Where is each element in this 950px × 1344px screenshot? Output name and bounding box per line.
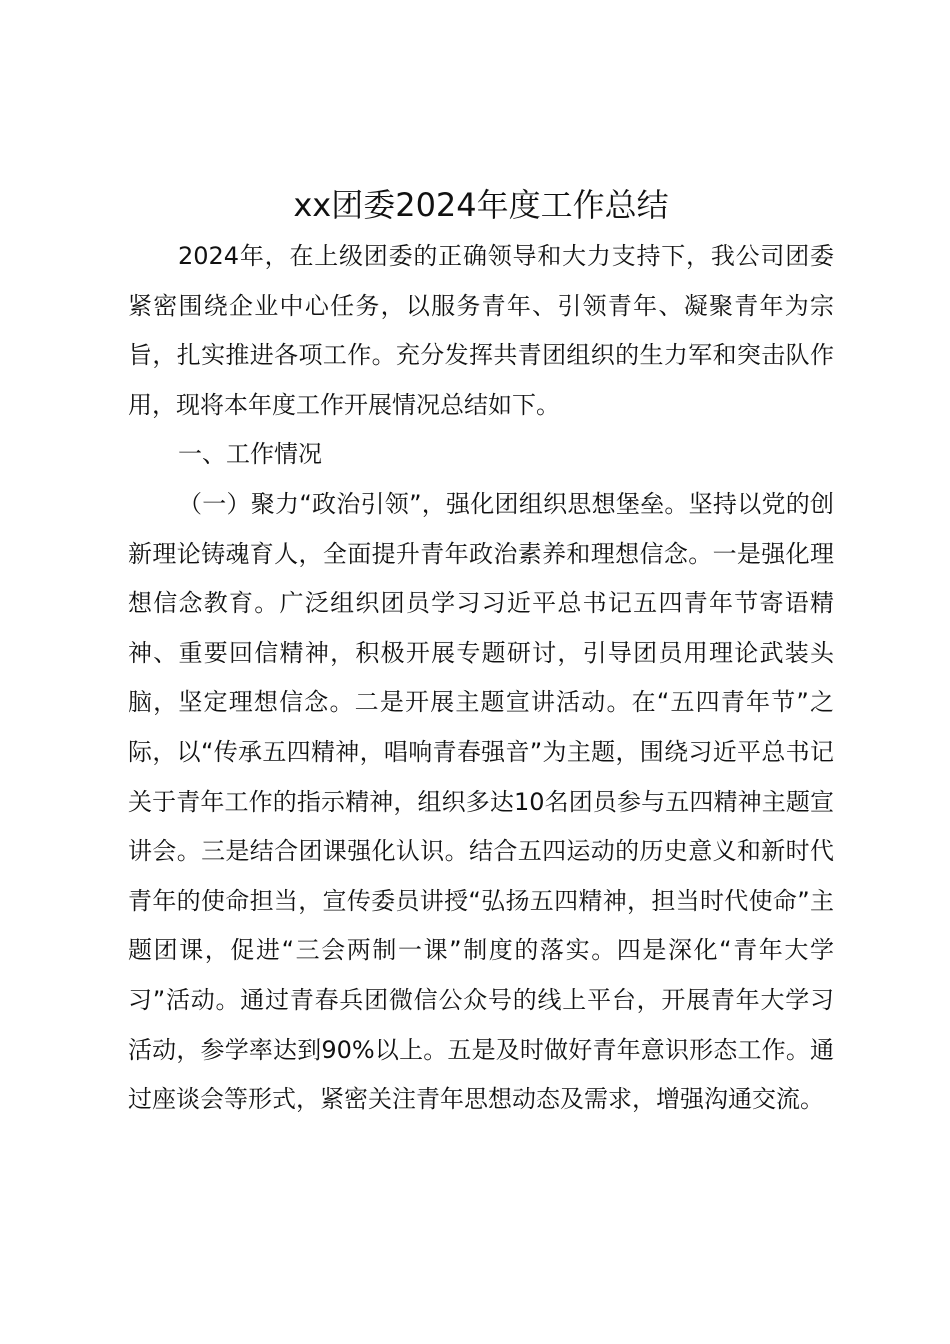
intro-paragraph: 2024年，在上级团委的正确领导和大力支持下，我公司团委紧密围绕企业中心任务，以服务青年、引领青年、凝聚青年为宗旨，扎实推进各项工作。充分发挥共青团组织的生力军和突击队作用，现将本年度工作开展情况总结如下。 [128, 242, 834, 419]
section-heading-work-status: 一、工作情况 [178, 440, 322, 469]
document-title: xx团委2024年度工作总结 [293, 186, 669, 224]
document-body [128, 182, 834, 1125]
section-paragraph-political-guidance: （一）聚力“政治引领”，强化团组织思想堡垒。坚持以党的创新理论铸魂育人，全面提升青年政治素养和理想信念。一是强化理想信念教育。广泛组织团员学习习近平总书记五四青年节寄语精神、重要回信精神，积极开展专题研讨，引导团员用理论武装头脑，坚定理想信念。二是开展主题宣讲活动。在“五四青年节”之际，以“传承五四精神，唱响青春强音”为主题，围绕习近平总书记关于青年工作的指示精神，组织多达10名团员参与五四精神主题宣讲会。三是结合团课强化认识。结合五四运动的历史意义和新时代青年的使命担当，宣传委员讲授“弘扬五四精神，担当时代使命”主题团课，促进“三会两制一课”制度的落实。四是深化“青年大学习”活动。通过青春兵团微信公众号的线上平台，开展青年大学习活动，参学率达到90%以上。五是及时做好青年意识形态工作。通过座谈会等形式，紧密关注青年思想动态及需求，增强沟通交流。 [128, 489, 834, 1114]
